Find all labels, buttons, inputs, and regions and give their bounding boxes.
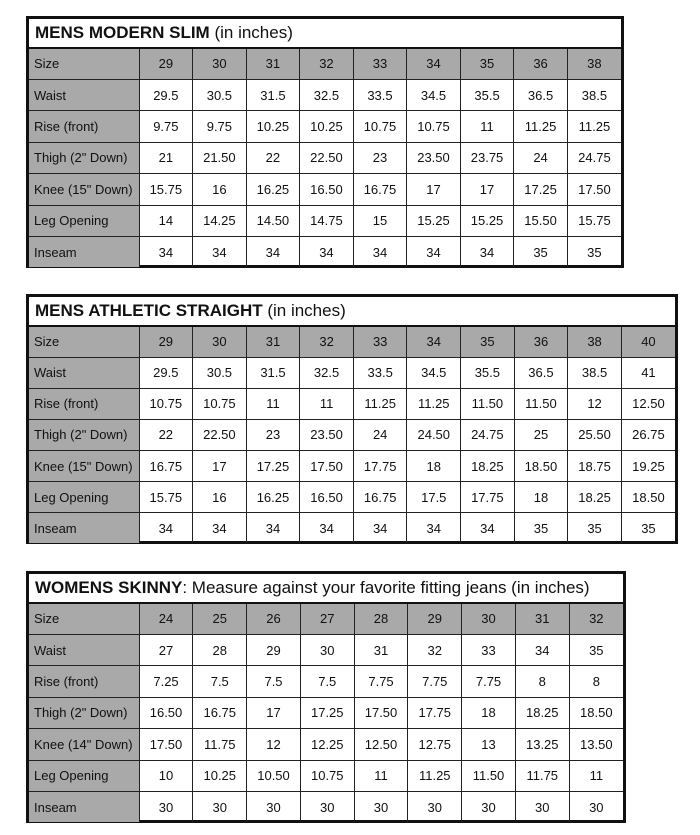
measurement-cell: 16.75	[193, 697, 247, 728]
measurement-cell: 7.5	[193, 666, 247, 697]
measurement-cell: 8	[569, 666, 623, 697]
measurement-cell: 23	[246, 419, 300, 450]
measurement-cell: 30	[408, 792, 462, 822]
measurement-cell: 7.75	[408, 666, 462, 697]
measurement-cell: 23.50	[407, 142, 461, 173]
measurement-cell: 7.75	[354, 666, 408, 697]
measurement-cell: 11	[246, 388, 300, 419]
measurement-cell: 16	[193, 174, 247, 205]
measurement-cell: 12	[247, 729, 301, 760]
measurement-cell: 10.75	[193, 388, 247, 419]
measurement-cell: 17.25	[514, 174, 568, 205]
measurement-cell: 31.5	[246, 357, 300, 388]
size-cell: 38	[567, 49, 621, 79]
measurement-cell: 27	[139, 634, 193, 665]
measurement-cell: 24	[514, 142, 568, 173]
measurement-cell: 11.25	[514, 111, 568, 142]
measurement-cell: 8	[515, 666, 569, 697]
measurement-cell: 11.25	[567, 111, 621, 142]
measurement-cell: 14.75	[300, 205, 354, 236]
size-cell: 32	[300, 327, 354, 357]
measurement-cell: 11.75	[193, 729, 247, 760]
measurement-cell: 21	[139, 142, 193, 173]
measurement-cell: 28	[193, 634, 247, 665]
size-cell: 34	[407, 49, 461, 79]
measurement-cell: 17.75	[353, 451, 407, 482]
row-label: Thigh (2" Down)	[29, 142, 139, 173]
measurement-cell: 31.5	[246, 79, 300, 110]
row-label: Rise (front)	[29, 111, 139, 142]
measurement-cell: 26.75	[621, 419, 675, 450]
measurement-cell: 23.50	[300, 419, 354, 450]
measurement-cell: 34	[461, 513, 515, 543]
measurement-cell: 7.75	[462, 666, 516, 697]
womens-skinny-chart	[26, 571, 626, 823]
measurement-row	[29, 634, 623, 665]
measurement-cell: 11.25	[408, 760, 462, 791]
measurement-cell: 32.5	[300, 79, 354, 110]
row-label: Knee (15" Down)	[29, 451, 139, 482]
measurement-cell: 30	[193, 792, 247, 822]
size-cell: 33	[353, 327, 407, 357]
size-table	[29, 49, 621, 267]
measurement-cell: 30	[569, 792, 623, 822]
measurement-cell: 18.50	[569, 697, 623, 728]
size-cell: 31	[246, 49, 300, 79]
measurement-row	[29, 697, 623, 728]
measurement-cell: 13	[462, 729, 516, 760]
measurement-cell: 34	[193, 237, 247, 267]
measurement-cell: 15.25	[407, 205, 461, 236]
size-cell: 36	[514, 49, 568, 79]
measurement-cell: 22.50	[300, 142, 354, 173]
measurement-cell: 13.50	[569, 729, 623, 760]
measurement-cell: 15.75	[139, 482, 193, 513]
measurement-row	[29, 729, 623, 760]
size-cell: 34	[407, 327, 461, 357]
chart-title: WOMENS SKINNY: Measure against your favorite fitting jeans (in inches)	[29, 574, 623, 604]
measurement-cell: 14	[139, 205, 193, 236]
measurement-cell: 30.5	[193, 357, 247, 388]
measurement-cell: 25	[514, 419, 568, 450]
measurement-cell: 10.25	[193, 760, 247, 791]
measurement-cell: 16.25	[246, 482, 300, 513]
row-label: Knee (15" Down)	[29, 174, 139, 205]
measurement-row	[29, 666, 623, 697]
measurement-cell: 22.50	[193, 419, 247, 450]
measurement-cell: 30	[139, 792, 193, 822]
measurement-cell: 35.5	[460, 79, 514, 110]
measurement-cell: 16.75	[353, 174, 407, 205]
measurement-cell: 18	[462, 697, 516, 728]
size-cell: 35	[460, 49, 514, 79]
measurement-cell: 29.5	[139, 357, 193, 388]
measurement-cell: 34	[353, 513, 407, 543]
size-cell: 32	[300, 49, 354, 79]
measurement-cell: 16.75	[353, 482, 407, 513]
measurement-cell: 23.75	[460, 142, 514, 173]
measurement-cell: 12.50	[354, 729, 408, 760]
measurement-row	[29, 513, 675, 543]
measurement-cell: 34	[407, 237, 461, 267]
measurement-cell: 34	[300, 513, 354, 543]
chart-title: MENS MODERN SLIM (in inches)	[29, 19, 621, 49]
measurement-cell: 11	[569, 760, 623, 791]
row-label: Size	[29, 49, 139, 79]
measurement-cell: 34	[353, 237, 407, 267]
measurement-cell: 30	[462, 792, 516, 822]
measurement-row	[29, 111, 621, 142]
measurement-cell: 34	[300, 237, 354, 267]
measurement-cell: 18.25	[568, 482, 622, 513]
measurement-cell: 13.25	[515, 729, 569, 760]
size-header-row	[29, 604, 623, 634]
measurement-cell: 36.5	[514, 357, 568, 388]
measurement-row	[29, 451, 675, 482]
measurement-cell: 7.5	[247, 666, 301, 697]
measurement-cell: 17	[460, 174, 514, 205]
measurement-row	[29, 79, 621, 110]
measurement-cell: 30	[300, 792, 354, 822]
measurement-cell: 38.5	[568, 357, 622, 388]
size-cell: 31	[246, 327, 300, 357]
row-label: Waist	[29, 357, 139, 388]
measurement-cell: 22	[139, 419, 193, 450]
measurement-cell: 29	[247, 634, 301, 665]
size-cell: 25	[193, 604, 247, 634]
measurement-cell: 12.25	[300, 729, 354, 760]
measurement-cell: 35	[514, 513, 568, 543]
row-label: Size	[29, 604, 139, 634]
measurement-cell: 17.50	[139, 729, 193, 760]
measurement-cell: 16.75	[139, 451, 193, 482]
row-label: Thigh (2" Down)	[29, 419, 139, 450]
measurement-cell: 23	[353, 142, 407, 173]
measurement-cell: 41	[621, 357, 675, 388]
measurement-cell: 17.50	[300, 451, 354, 482]
measurement-cell: 18.50	[621, 482, 675, 513]
row-label: Size	[29, 327, 139, 357]
measurement-cell: 14.25	[193, 205, 247, 236]
size-cell: 29	[139, 49, 193, 79]
measurement-cell: 7.25	[139, 666, 193, 697]
measurement-cell: 15.50	[514, 205, 568, 236]
measurement-cell: 34	[139, 237, 193, 267]
measurement-cell: 35	[621, 513, 675, 543]
measurement-cell: 11.50	[461, 388, 515, 419]
measurement-cell: 18.50	[514, 451, 568, 482]
measurement-cell: 24.50	[407, 419, 461, 450]
measurement-cell: 18.25	[515, 697, 569, 728]
measurement-cell: 17.25	[246, 451, 300, 482]
size-table	[29, 327, 675, 543]
measurement-cell: 15.25	[460, 205, 514, 236]
measurement-cell: 18	[514, 482, 568, 513]
measurement-cell: 33.5	[353, 357, 407, 388]
measurement-cell: 29.5	[139, 79, 193, 110]
mens-athletic-straight-chart	[26, 294, 678, 544]
size-table	[29, 604, 623, 822]
measurement-cell: 17.75	[408, 697, 462, 728]
measurement-cell: 30	[515, 792, 569, 822]
measurement-cell: 24.75	[567, 142, 621, 173]
measurement-cell: 36.5	[514, 79, 568, 110]
size-header-row	[29, 327, 675, 357]
row-label: Rise (front)	[29, 666, 139, 697]
measurement-cell: 11.50	[462, 760, 516, 791]
chart-title: MENS ATHLETIC STRAIGHT (in inches)	[29, 297, 675, 327]
measurement-cell: 11.25	[407, 388, 461, 419]
measurement-cell: 10.75	[139, 388, 193, 419]
row-label: Inseam	[29, 237, 139, 267]
mens-modern-slim-chart	[26, 16, 624, 268]
measurement-cell: 19.25	[621, 451, 675, 482]
measurement-row	[29, 205, 621, 236]
measurement-cell: 16	[193, 482, 247, 513]
measurement-cell: 33.5	[353, 79, 407, 110]
size-cell: 38	[568, 327, 622, 357]
measurement-cell: 25.50	[568, 419, 622, 450]
measurement-cell: 11	[460, 111, 514, 142]
measurement-cell: 17.5	[407, 482, 461, 513]
measurement-cell: 11.50	[514, 388, 568, 419]
size-cell: 30	[193, 49, 247, 79]
size-cell: 24	[139, 604, 193, 634]
measurement-row	[29, 792, 623, 822]
measurement-cell: 16.50	[300, 174, 354, 205]
size-cell: 40	[621, 327, 675, 357]
measurement-row	[29, 142, 621, 173]
measurement-cell: 24	[353, 419, 407, 450]
row-label: Waist	[29, 634, 139, 665]
size-cell: 30	[462, 604, 516, 634]
measurement-cell: 30	[247, 792, 301, 822]
size-cell: 35	[461, 327, 515, 357]
measurement-cell: 12	[568, 388, 622, 419]
measurement-cell: 17.25	[300, 697, 354, 728]
measurement-row	[29, 357, 675, 388]
measurement-cell: 34.5	[407, 357, 461, 388]
measurement-cell: 18.75	[568, 451, 622, 482]
measurement-row	[29, 388, 675, 419]
measurement-cell: 14.50	[246, 205, 300, 236]
measurement-cell: 31	[354, 634, 408, 665]
size-header-row	[29, 49, 621, 79]
size-cell: 33	[353, 49, 407, 79]
size-cell: 30	[193, 327, 247, 357]
measurement-cell: 10.25	[300, 111, 354, 142]
measurement-cell: 17	[407, 174, 461, 205]
measurement-cell: 24.75	[461, 419, 515, 450]
size-cell: 27	[300, 604, 354, 634]
measurement-cell: 34	[193, 513, 247, 543]
measurement-cell: 17.75	[461, 482, 515, 513]
measurement-cell: 11.75	[515, 760, 569, 791]
measurement-cell: 17.50	[354, 697, 408, 728]
row-label: Inseam	[29, 513, 139, 543]
measurement-row	[29, 760, 623, 791]
measurement-cell: 12.50	[621, 388, 675, 419]
size-cell: 32	[569, 604, 623, 634]
measurement-row	[29, 419, 675, 450]
row-label: Leg Opening	[29, 482, 139, 513]
measurement-cell: 10.75	[407, 111, 461, 142]
measurement-cell: 38.5	[567, 79, 621, 110]
measurement-cell: 15.75	[139, 174, 193, 205]
measurement-cell: 33	[462, 634, 516, 665]
measurement-cell: 32.5	[300, 357, 354, 388]
measurement-cell: 18	[407, 451, 461, 482]
size-cell: 29	[408, 604, 462, 634]
row-label: Rise (front)	[29, 388, 139, 419]
measurement-cell: 21.50	[193, 142, 247, 173]
measurement-cell: 16.25	[246, 174, 300, 205]
measurement-cell: 11	[354, 760, 408, 791]
measurement-cell: 7.5	[300, 666, 354, 697]
measurement-cell: 9.75	[139, 111, 193, 142]
measurement-cell: 11	[300, 388, 354, 419]
measurement-row	[29, 237, 621, 267]
measurement-cell: 34	[460, 237, 514, 267]
measurement-row	[29, 482, 675, 513]
measurement-cell: 32	[408, 634, 462, 665]
measurement-cell: 10.50	[247, 760, 301, 791]
measurement-cell: 34	[139, 513, 193, 543]
measurement-cell: 34	[246, 513, 300, 543]
measurement-cell: 17	[193, 451, 247, 482]
measurement-cell: 34	[246, 237, 300, 267]
measurement-cell: 35	[567, 237, 621, 267]
measurement-cell: 16.50	[139, 697, 193, 728]
measurement-cell: 17	[247, 697, 301, 728]
size-cell: 36	[514, 327, 568, 357]
measurement-cell: 16.50	[300, 482, 354, 513]
measurement-cell: 9.75	[193, 111, 247, 142]
row-label: Thigh (2" Down)	[29, 697, 139, 728]
measurement-cell: 10.75	[353, 111, 407, 142]
measurement-cell: 30	[354, 792, 408, 822]
measurement-cell: 12.75	[408, 729, 462, 760]
row-label: Inseam	[29, 792, 139, 822]
measurement-cell: 17.50	[567, 174, 621, 205]
row-label: Leg Opening	[29, 760, 139, 791]
size-cell: 29	[139, 327, 193, 357]
measurement-row	[29, 174, 621, 205]
size-cell: 28	[354, 604, 408, 634]
measurement-cell: 30.5	[193, 79, 247, 110]
size-cell: 26	[247, 604, 301, 634]
measurement-cell: 35	[514, 237, 568, 267]
measurement-cell: 18.25	[461, 451, 515, 482]
row-label: Waist	[29, 79, 139, 110]
measurement-cell: 35	[568, 513, 622, 543]
measurement-cell: 34	[407, 513, 461, 543]
row-label: Knee (14" Down)	[29, 729, 139, 760]
measurement-cell: 11.25	[353, 388, 407, 419]
size-cell: 31	[515, 604, 569, 634]
measurement-cell: 34	[515, 634, 569, 665]
row-label: Leg Opening	[29, 205, 139, 236]
measurement-cell: 15.75	[567, 205, 621, 236]
measurement-cell: 35	[569, 634, 623, 665]
measurement-cell: 15	[353, 205, 407, 236]
measurement-cell: 30	[300, 634, 354, 665]
measurement-cell: 10	[139, 760, 193, 791]
measurement-cell: 34.5	[407, 79, 461, 110]
measurement-cell: 10.25	[246, 111, 300, 142]
measurement-cell: 22	[246, 142, 300, 173]
measurement-cell: 35.5	[461, 357, 515, 388]
measurement-cell: 10.75	[300, 760, 354, 791]
